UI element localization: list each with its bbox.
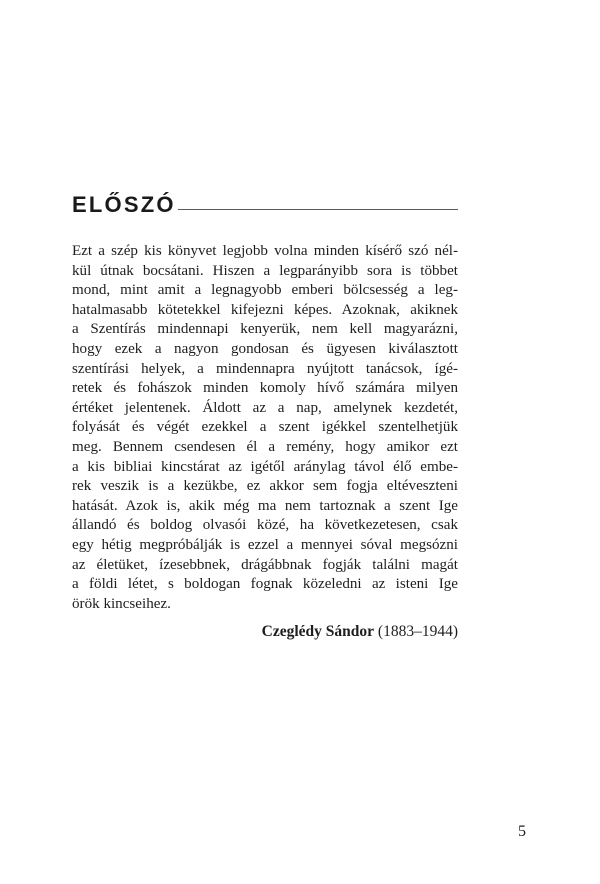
- body-line: rek veszik is a kezükbe, ez akkor sem fogja eltéveszteni: [72, 478, 458, 495]
- body-line: a Szentírás mindennapi kenyerük, nem kell magyarázni,: [72, 321, 458, 338]
- body-line: a földi létet, s boldogan fognak közeledni az isteni Ige: [72, 576, 458, 593]
- body-line: retek és fohászok minden komoly hívő számára milyen: [72, 380, 458, 397]
- preface-body: [72, 242, 458, 614]
- body-line: hatalmasabb kötetekkel kifejezni képes. Azoknak, akiknek: [72, 301, 458, 318]
- page-number: 5: [518, 823, 526, 840]
- body-line: Ezt a szép kis könyvet legjobb volna minden kísérő szó nél-: [72, 243, 458, 259]
- body-line: szentírási helyek, a mindennapra nyújtott tanácsok, ígé-: [72, 360, 458, 377]
- body-line: az életüket, ízesebbnek, drágábbnak fogják találni magát: [72, 556, 458, 573]
- body-line: örök kincseihez.: [72, 595, 171, 612]
- body-line: meg. Bennem csendesen él a remény, hogy amikor ezt: [72, 438, 458, 455]
- body-line: folyását és végét ezekkel a szent igékkel szentelhetjük: [72, 419, 458, 436]
- body-line: kül útnak bocsátani. Hiszen a legparányibb sora is többet: [72, 262, 458, 279]
- body-line: hogy ezek a nagyon gondosan és ügyesen kiválasztott: [72, 340, 458, 357]
- author-dates: (1883–1944): [377, 623, 458, 640]
- chapter-title: ELŐSZÓ: [72, 192, 176, 217]
- body-line: egy hétig megpróbálják is ezzel a mennyei sóval megsózni: [72, 536, 458, 553]
- body-line: mond, mint amit a legnagyobb emberi bölcsesség a leg-: [72, 282, 458, 299]
- chapter-heading-row: [72, 190, 458, 220]
- heading-rule: [178, 209, 458, 210]
- author-name: Czeglédy Sándor: [261, 623, 375, 640]
- body-line: értéket jelentenek. Áldott az a nap, amelynek kezdetét,: [72, 399, 458, 416]
- body-line: a kis bibliai kincstárat az igétől aránylag távol élő embe-: [72, 458, 458, 475]
- author-signature: [72, 622, 458, 642]
- body-line: állandó és boldog olvasói közé, ha következetesen, csak: [72, 517, 458, 534]
- body-line: hatását. Azok is, akik még ma nem tartoznak a szent Ige: [72, 497, 458, 514]
